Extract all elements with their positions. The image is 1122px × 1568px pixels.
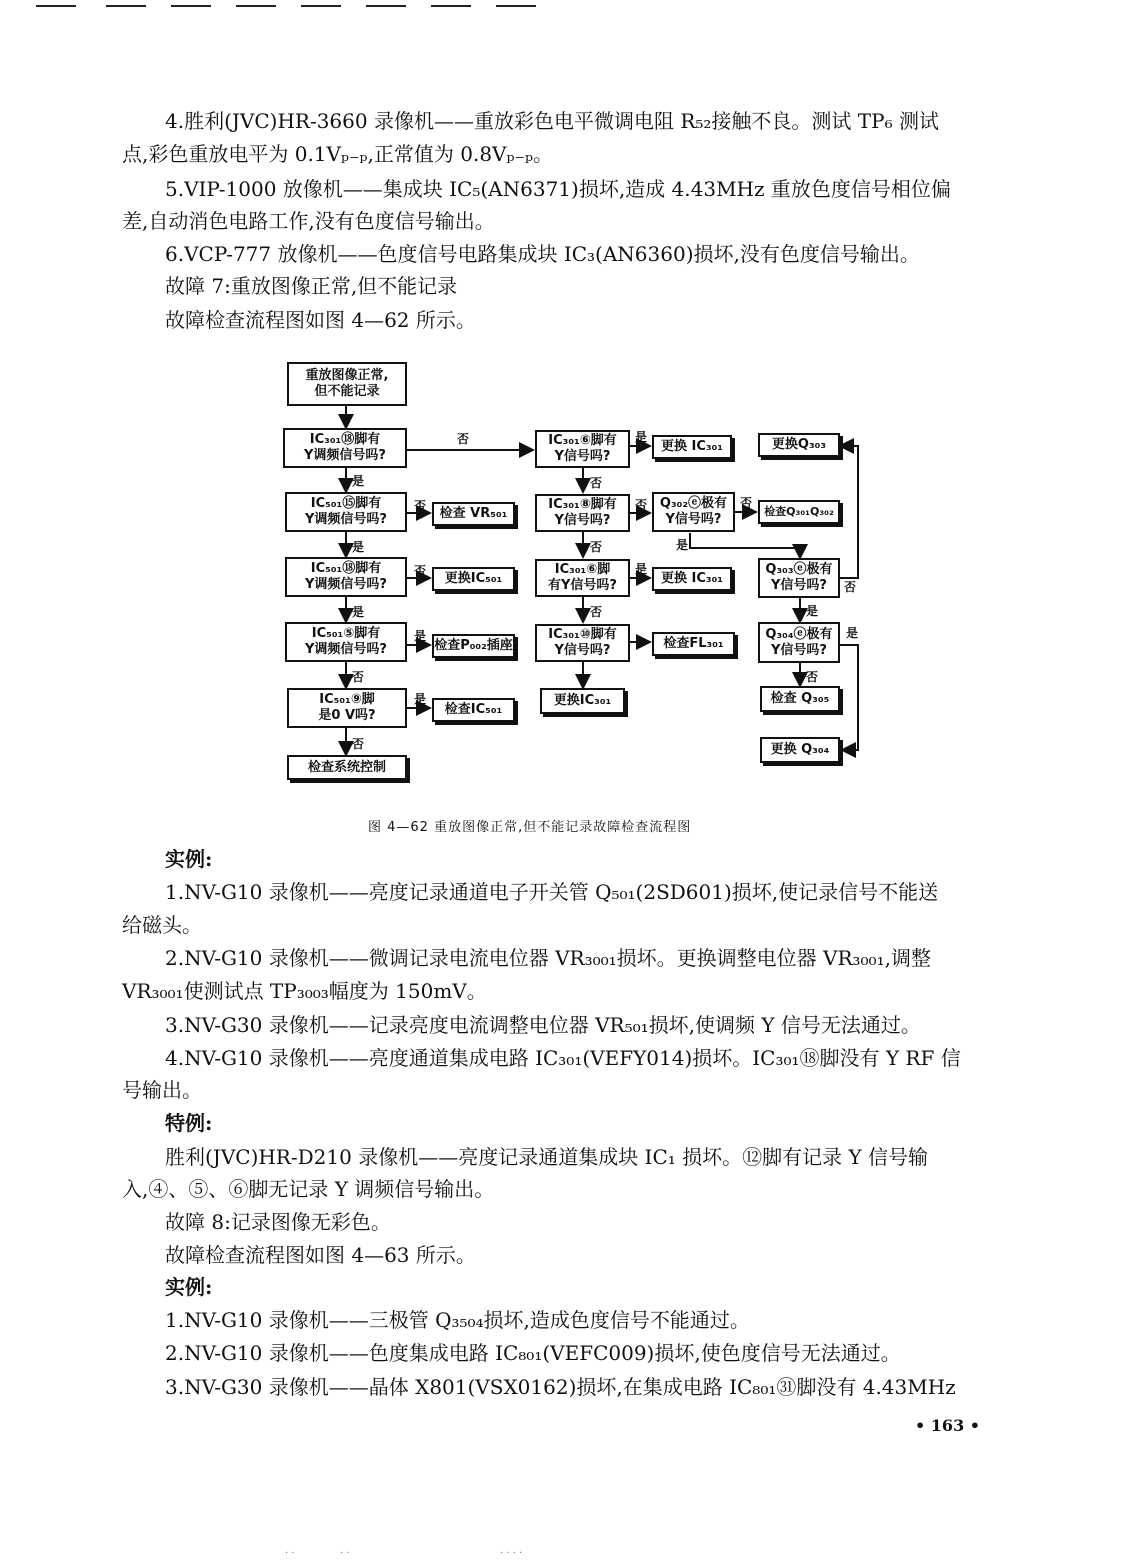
flow-label-no: 否: [457, 432, 470, 446]
flow-box-q302: [652, 492, 735, 532]
flow-box-check-vr501: [432, 502, 515, 526]
paragraph-line: 故障 7:重放图像正常,但不能记录: [165, 274, 458, 298]
flow-box-m4: [535, 624, 630, 662]
flow-label-yes: 是: [806, 604, 819, 618]
flow-text: 更换IC₃₀₁: [553, 693, 612, 708]
flow-box-q304: [758, 622, 840, 663]
flow-text: Y调频信号吗?: [305, 577, 387, 592]
flow-box-q4: [285, 622, 407, 662]
flow-label-yes: 是: [635, 562, 648, 576]
flow-text: 重放图像正常,: [305, 368, 389, 383]
flow-label-yes: 是: [414, 629, 427, 643]
flow-label-yes: 是: [352, 474, 365, 488]
flow-text: IC₃₀₁⑱脚有: [309, 432, 381, 447]
flow-box-replace-ic301-a: [652, 435, 732, 459]
flow-label-no: 否: [352, 737, 365, 751]
flow-label-yes: 是: [676, 538, 689, 552]
flow-label-no: 否: [740, 496, 753, 510]
flow-box-check-p002: [432, 634, 515, 658]
flow-text: 但不能记录: [314, 384, 380, 399]
flow-label-no: 否: [590, 605, 603, 619]
page-number: • 163 •: [915, 1416, 980, 1435]
flow-label-no: 否: [844, 580, 857, 594]
flow-box-q3: [285, 557, 407, 597]
flow-text: Y信号吗?: [554, 643, 611, 658]
paragraph-line: 3.NV-G30 录像机——记录亮度电流调整电位器 VR₅₀₁损坏,使调频 Y 信号无法通过。: [165, 1013, 921, 1037]
flow-text: Y信号吗?: [771, 642, 827, 658]
flow-text: Y信号吗?: [665, 512, 722, 527]
flow-text: 检查FL₃₀₁: [663, 636, 724, 651]
flow-text: Y调频信号吗?: [304, 448, 386, 463]
flow-label-yes: 是: [352, 540, 365, 554]
flow-box-m3: [535, 559, 630, 597]
figure-caption: 图 4—62 重放图像正常,但不能记录故障检查流程图: [368, 820, 692, 835]
flow-label-yes: 是: [635, 430, 648, 444]
flow-text: IC₃₀₁⑩脚有: [548, 627, 617, 642]
flow-label-no: 否: [352, 670, 365, 684]
flow-text: Y调频信号吗?: [305, 642, 387, 657]
flow-label-no: 否: [635, 498, 648, 512]
paragraph-line: 3.NV-G30 录像机——晶体 X801(VSX0162)损坏,在集成电路 IC₈₀₁㉛脚没有 4.43MHz: [165, 1375, 956, 1399]
flow-text: Y信号吗?: [554, 513, 611, 528]
flow-text: Q₃₀₂ⓔ极有: [659, 496, 728, 511]
paragraph-line: 入,④、⑤、⑥脚无记录 Y 调频信号输出。: [122, 1177, 495, 1201]
flow-box-check-q305: [760, 686, 840, 712]
flow-text: Q₃₀₄ⓔ极有: [765, 626, 833, 642]
scan-speck: · · · ·: [500, 1548, 523, 1559]
flow-text: 更换 IC₃₀₁: [661, 571, 723, 586]
paragraph-line: 胜利(JVC)HR-D210 录像机——亮度记录通道集成块 IC₁ 损坏。⑫脚有记录 Y 信号输: [165, 1145, 929, 1169]
paragraph-line: 故障检查流程图如图 4—62 所示。: [165, 308, 476, 332]
scan-speck: · ·: [340, 1548, 350, 1559]
flow-text: 更换 IC₃₀₁: [661, 439, 723, 454]
flow-text: IC₅₀₁⑤脚有: [311, 626, 381, 641]
flow-text: 检查 Q₃₀₅: [770, 691, 830, 706]
paragraph-line: 1.NV-G10 录像机——三极管 Q₃₅₀₄损坏,造成色度信号不能通过。: [165, 1308, 750, 1332]
flow-label-no: 否: [590, 476, 603, 490]
flow-text: Y调频信号吗?: [305, 512, 387, 527]
flow-label-no: 否: [414, 499, 427, 513]
flow-label-yes: 是: [846, 626, 859, 640]
flow-box-end-system: [287, 755, 407, 780]
flow-box-start: [287, 362, 407, 406]
flow-text: 检查IC₅₀₁: [444, 702, 503, 717]
flow-label-no: 否: [590, 540, 603, 554]
flow-text: 检查P₀₀₂插座: [434, 638, 513, 653]
flow-label-no: 否: [806, 670, 819, 684]
flow-box-m2: [535, 494, 630, 532]
flow-text: IC₅₀₁⑱脚有: [310, 561, 382, 576]
flow-label-no: 否: [414, 564, 427, 578]
flow-box-q5: [287, 688, 407, 728]
flow-text: Y信号吗?: [771, 578, 827, 593]
flow-text: 有Y信号吗?: [548, 578, 617, 593]
flow-text: 更换Q₃₀₃: [771, 437, 827, 452]
flow-box-replace-ic301-b: [652, 567, 732, 591]
paragraph-line: 1.NV-G10 录像机——亮度记录通道电子开关管 Q₅₀₁(2SD601)损坏,使记录信号不能送: [165, 880, 939, 904]
flow-text: Q₃₀₃ⓔ极有: [765, 562, 833, 577]
flow-text: Y信号吗?: [554, 449, 611, 464]
flow-box-m1: [535, 430, 630, 468]
flow-text: IC₅₀₁⑨脚: [319, 692, 375, 707]
flow-text: 更换 Q₃₀₄: [770, 742, 830, 757]
flow-text: 检查系统控制: [307, 759, 386, 775]
flow-label-yes: 是: [414, 692, 427, 706]
paragraph-line: VR₃₀₀₁使测试点 TP₃₀₀₃幅度为 150mV。: [122, 979, 487, 1003]
scan-speck: · ·: [285, 1548, 295, 1559]
flow-text: IC₃₀₁⑥脚: [554, 562, 611, 577]
paragraph-line: 5.VIP-1000 放像机——集成块 IC₅(AN6371)损坏,造成 4.43MHz 重放色度信号相位偏: [165, 177, 951, 201]
paragraph-line: 2.NV-G10 录像机——微调记录电流电位器 VR₃₀₀₁损坏。更换调整电位器 VR₃₀₀₁,调整: [165, 946, 931, 970]
flow-box-q2: [285, 492, 407, 532]
paragraph-line: 2.NV-G10 录像机——色度集成电路 IC₈₀₁(VEFC009)损坏,使色度信号无法通过。: [165, 1341, 901, 1365]
paragraph-line: 6.VCP-777 放像机——色度信号电路集成块 IC₃(AN6360)损坏,没有色度信号输出。: [165, 242, 920, 266]
paragraph-line: 点,彩色重放电平为 0.1Vₚ₋ₚ,正常值为 0.8Vₚ₋ₚ。: [122, 142, 554, 166]
flow-text: 检查 VR₅₀₁: [439, 506, 508, 521]
paragraph-line: 号输出。: [122, 1078, 202, 1102]
flow-text: IC₃₀₁⑧脚有: [548, 497, 617, 512]
section-heading: 实例:: [165, 1275, 213, 1299]
paragraph-line: 故障检查流程图如图 4—63 所示。: [165, 1243, 476, 1267]
flow-box-replace-q304: [760, 737, 840, 763]
flow-box-replace-ic301: [540, 688, 625, 714]
paragraph-line: 4.NV-G10 录像机——亮度通道集成电路 IC₃₀₁(VEFY014)损坏。IC₃₀₁⑱脚没有 Y RF 信: [165, 1046, 961, 1070]
flow-box-q1: [283, 428, 407, 468]
paragraph-line: 故障 8:记录图像无彩色。: [165, 1210, 391, 1234]
flow-text: IC₃₀₁⑥脚有: [548, 433, 617, 448]
flow-text: 检查Q₃₀₁Q₃₀₂: [764, 505, 834, 518]
flow-box-replace-q303: [758, 433, 840, 457]
flow-box-check-q301-q302: [758, 500, 840, 524]
flow-box-q303: [758, 558, 840, 598]
paragraph-line: 给磁头。: [122, 913, 202, 937]
flow-text: IC₅₀₁⑮脚有: [310, 496, 382, 511]
flow-box-check-fl301: [652, 632, 735, 656]
section-heading: 特例:: [165, 1111, 213, 1135]
paragraph-line: 4.胜利(JVC)HR-3660 录像机——重放彩色电平微调电阻 R₅₂接触不良。测试 TP₆ 测试: [165, 109, 939, 133]
flow-label-yes: 是: [352, 605, 365, 619]
flow-text: 更换IC₅₀₁: [444, 571, 503, 586]
section-heading: 实例:: [165, 847, 213, 871]
flow-box-replace-ic501: [432, 567, 515, 591]
flow-box-check-ic501: [432, 698, 515, 722]
paragraph-line: 差,自动消色电路工作,没有色度信号输出。: [122, 209, 495, 233]
flow-text: 是0 V吗?: [318, 708, 376, 723]
